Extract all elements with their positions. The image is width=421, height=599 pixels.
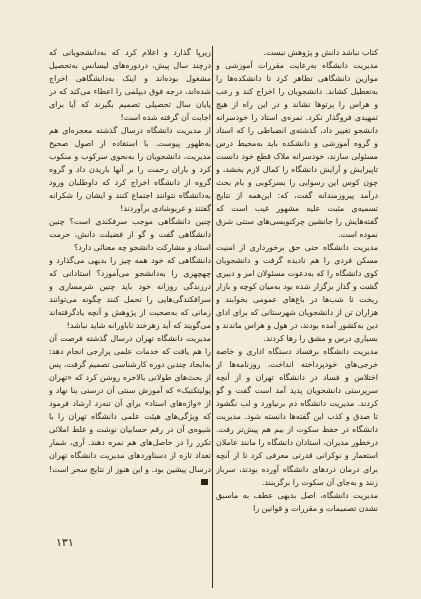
paragraph: چنین دانشگاهی موجب سرفکندی است؟ چنین دانشگاهی گفت و گو از فضیلت دانش، حرمت استاد و مشارکت دانشجو چه معنائی دارد؟: [49, 217, 211, 253]
paragraph: کتاب نباشد دانش و پژوهش نیست.: [263, 48, 378, 57]
text-column-right: [216, 46, 378, 532]
paragraph: زیرپا گذارد و اعلام کرد که به‌دانشجویانی که درچند سال پیش، دردوره‌های لیسانس به‌تحصیل مشغول بوده‌اند و اینک به‌دانشگاهی اخراج شده‌اند، درجه فوق دیپلمی را اعطاء می‌کند که در پایان سال تحصیلی تصمیم بگیرند که آیا برای اجابت آن گرفته شده است!: [49, 48, 211, 123]
paragraph: مدیریت دانشگاه حتی حق برخورداری از امنیت مسکن فردی را هم نادیده گرفت و دانشجویان کوی دانشگاه را که به‌دعوت مسئولان امر و دبیری گشت و گذار برگزار شده بود به‌میان کوچه و بازار ریخت تا شب‌ها در باغ‌های عمومی بخوابند و هزاران تن از دانشجویان شهرستانی که برای ادای دین به‌کشور آمده بودند، در هول و هراس ماندند و بسیاری درس و مشق را رها کردند.: [216, 243, 378, 344]
paragraph: از مدیریت دانشگاه درسال گذشته معجزه‌ای هم به‌ظهور پیوست. با استفاده از اصول صحیح مدیریت، دانشجویان را به‌نحوی سرکوب و منکوب کرد و باران رحمت را بر آنها باریدن داد و گروه گروه از دانشگاه اخراج کرد که داوطلبان ورود به‌دانشگاه نتوانند اجتماع کنند و ایشان را شکرانه گفتند و غریوشادی برآوردند!: [49, 126, 211, 214]
column-divider: [212, 46, 213, 588]
end-of-article-mark: [201, 479, 208, 485]
paragraph: [49, 332, 211, 488]
page-number: ۱۳۱: [56, 536, 74, 549]
paragraph: مدیریت دانشگاه برفساد دستگاه اداری و خاصه خرجی‌های خودپرداخته انداخت، روزنامه‌ها از اختلاس و فساد در دانشگاه تهران و از آنچه سرپرستی دانشجویان پدید آمد است گفت و گو کردند. مدیریت دانشگاه دم برنیاورد و لب نگشود تا صدق و کذب این گفته‌ها دانسته شود. مدیریت دانشگاه در حفظ سکوت از بیم هم پیش‌تر رفت. درخطور مدیران، استادان دانشگاه را مانند عاملان استعمار و نوکرانی قدرتی معرفی کرد تا از آنچه برای درمان دردهای دانشگاه آورده بودند، سرباز زنند و به‌جای آن سکوت را برگزینند.: [216, 347, 378, 487]
paragraph: مدیریت دانشگاه به‌رعایت مقررات آموزشی و موازین دانشگاهی تظاهر کرد تا دانشکده‌ها را به‌تعطیل کشاند. دانشجویان را اخراج کند و رعب و هراس را پرتوها نشاند و در این راه از هیچ تمهیدی فروگذار نکرد. نمره‌ی استاد را خودسرانه دانشجو تغییر داد، گذشته‌ی انضباطی را که استاد و گروه آموزشی و دانشکده باید به‌محیط درس مسئولی سازند، خودسرانه ملاک قطع خود دانست تاپیرایش و آرایش دانشگاه را کمال لازم بخشد، و چون کوس این رسوایی را بسرکوبی و بام بحث درآمد پیروزمندانه گفت، که: این‌همه از نتایج تسمیه‌ی مثبت علیه مشهور غیب است که گفته‌هایش را جانشین چرکنویسی‌های سنتی شرق نموده است.: [216, 61, 378, 240]
paragraph: دانشگاهی که خود همه چیز را بدیهی می‌گذارد و چهچهزی را به‌دانشجو می‌آموزد؟ استادانی که درزندگی روزانه خود باید چنین شرمساری و سرافکندگی‌هایی را تحمل کنند چگونه می‌توانند زمانی که به‌صحبت از پژوهش و آنچه یادگرفته‌اند می‌گویند که آید زهرخند ناباورانه شاید نباشد!: [49, 256, 211, 331]
paragraph-text: مدیریت دانشگاه تهران درسال گذشته فرصت آن را هم یافت که خدمات علمی پرارجی انجام دهد: به‌ایجاد چندین دوره کارشناسی تصمیم گرفت، پس از بحث‌های طولانی بالاخره روشن کرد که «تهران پولیتکنیک» که آموزش سنتی آن درستی بنا نهاد و از «واژه‌های استاد» برای آن تنه‌زد ارشاد فرمود که ویژگی‌های هیئت علمی دانشگاه تهران را با شیوه‌ی آن در رقم حسابیان نوشت و غلط املائی تکرر را در حاصل‌های هم نمره دهند. آری، شمار تعداد تازه از دستاوردهای مدیریت دانشگاه تهران درسال پیشین بود. و این هنوز از نتایج سحر است!: [49, 334, 211, 474]
text-column-left: [49, 46, 211, 532]
paragraph: مدیریت دانشگاه، اصل بدیهی عطف به ماسبق نشدن تصمیمات و مقررات و قوانین را: [216, 490, 378, 513]
